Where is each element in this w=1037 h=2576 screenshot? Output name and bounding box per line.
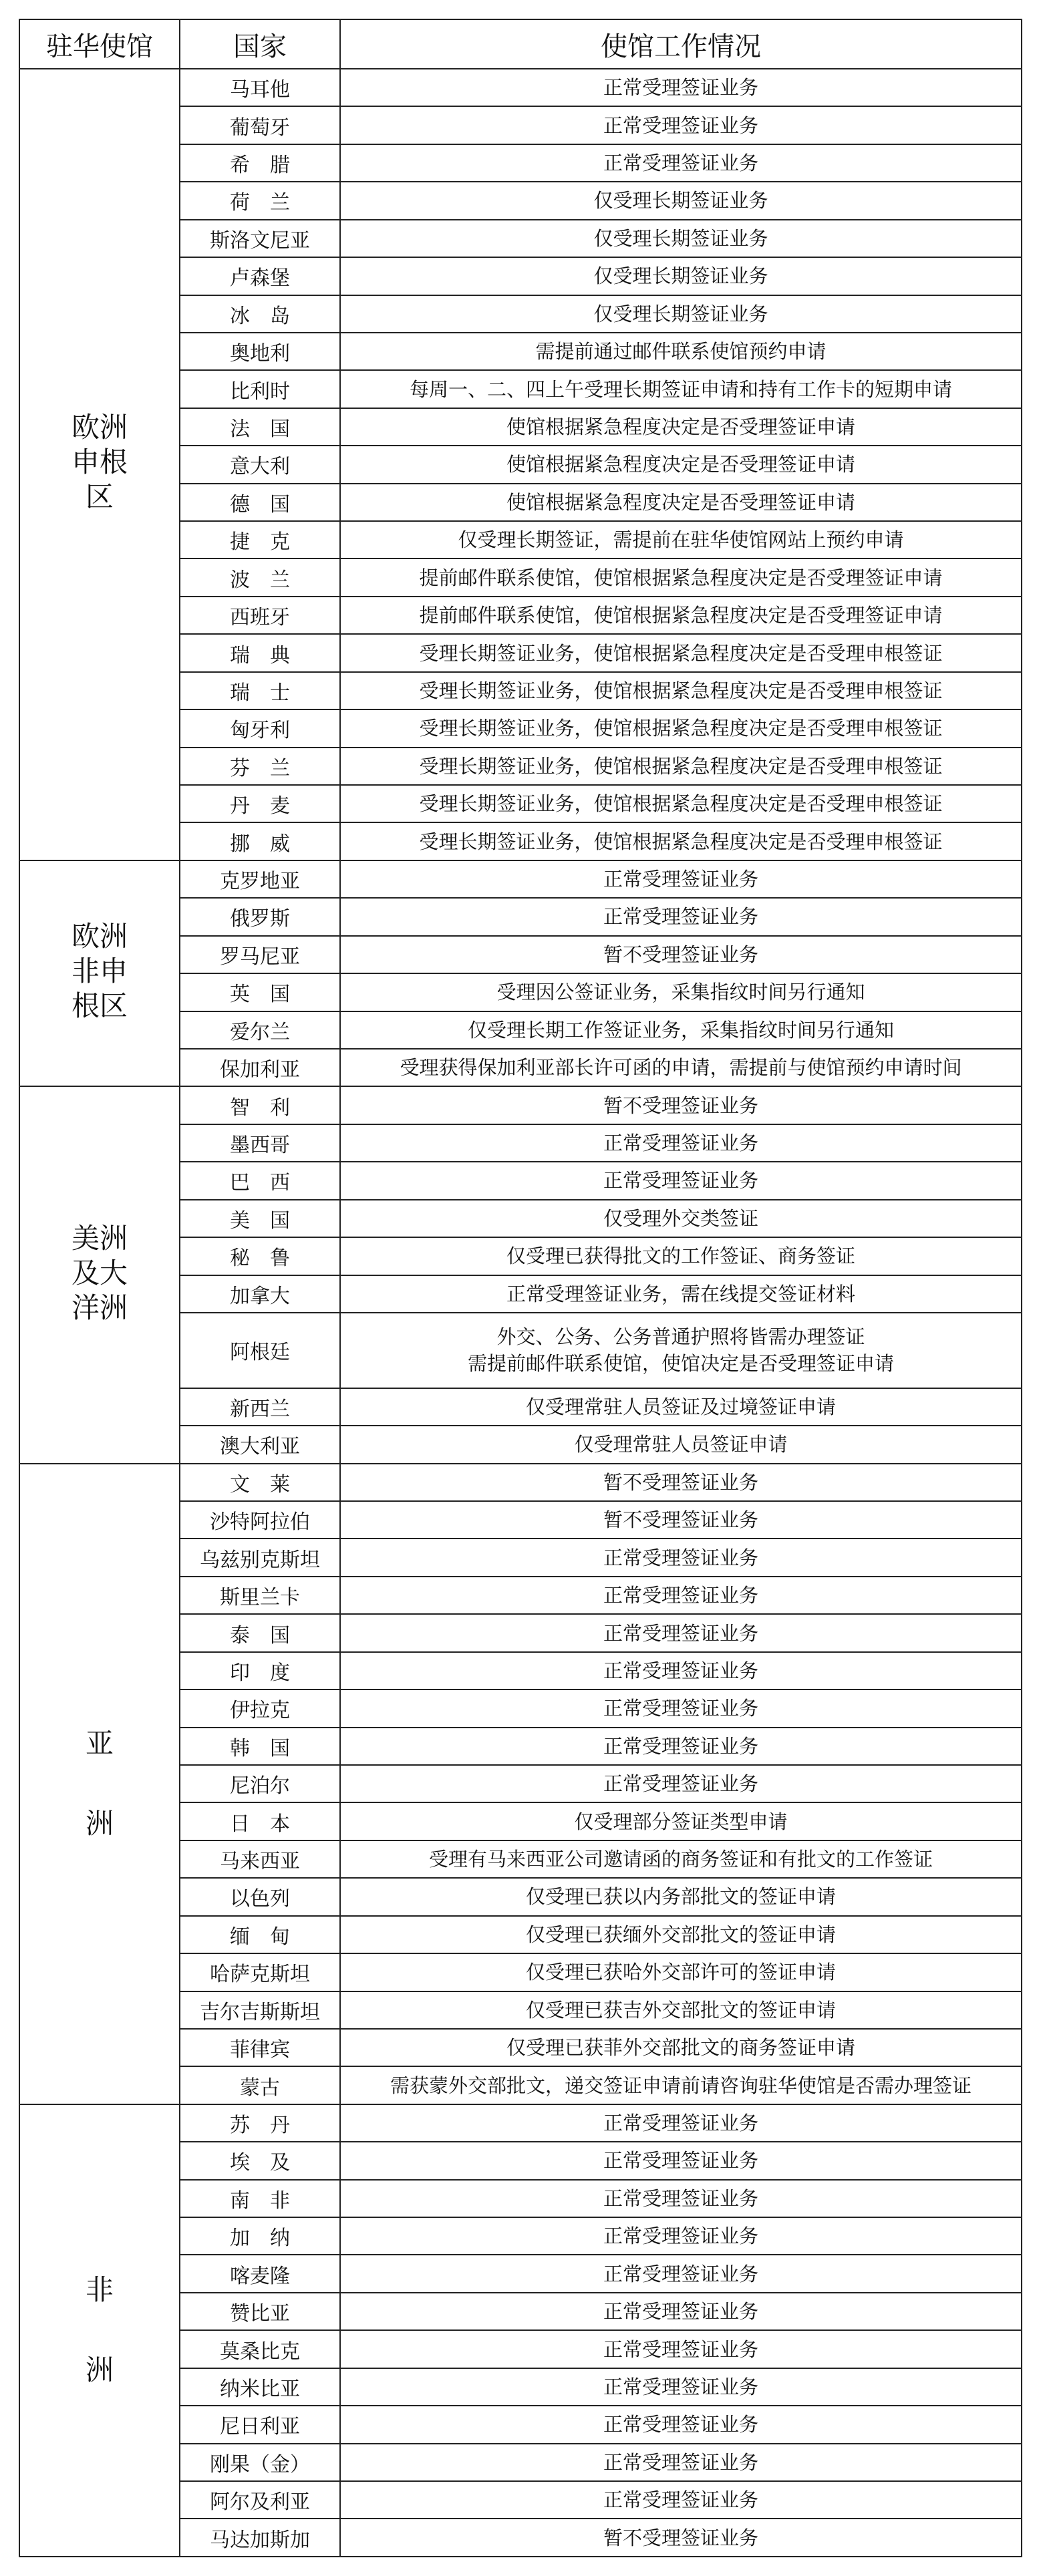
country-cell: 捷 克 <box>180 521 340 558</box>
status-cell: 仅受理已获得批文的工作签证、商务签证 <box>340 1237 1022 1275</box>
country-cell: 德 国 <box>180 484 340 521</box>
status-cell: 仅受理长期签证业务 <box>340 257 1022 295</box>
status-cell: 暂不受理签证业务 <box>340 1501 1022 1539</box>
country-cell: 罗马尼亚 <box>180 936 340 973</box>
country-cell: 意大利 <box>180 446 340 483</box>
country-cell: 瑞 典 <box>180 634 340 671</box>
table-row <box>19 1086 1022 1124</box>
status-cell: 仅受理长期签证业务 <box>340 295 1022 333</box>
status-cell: 受理有马来西亚公司邀请函的商务签证和有批文的工作签证 <box>340 1840 1022 1878</box>
status-cell: 仅受理部分签证类型申请 <box>340 1802 1022 1840</box>
country-cell: 俄罗斯 <box>180 898 340 935</box>
status-cell: 受理长期签证业务，使馆根据紧急程度决定是否受理申根签证 <box>340 672 1022 709</box>
country-cell: 墨西哥 <box>180 1124 340 1162</box>
status-cell: 仅受理长期签证业务 <box>340 182 1022 219</box>
country-cell: 瑞 士 <box>180 672 340 709</box>
country-cell: 智 利 <box>180 1086 340 1124</box>
country-cell: 日 本 <box>180 1802 340 1840</box>
status-cell: 正常受理签证业务 <box>340 1124 1022 1162</box>
country-cell: 赞比亚 <box>180 2293 340 2330</box>
status-cell: 正常受理签证业务，需在线提交签证材料 <box>340 1275 1022 1313</box>
status-cell: 仅受理已获菲外交部批文的商务签证申请 <box>340 2029 1022 2066</box>
status-cell: 正常受理签证业务 <box>340 1539 1022 1576</box>
status-cell: 正常受理签证业务 <box>340 898 1022 935</box>
table-row <box>19 1464 1022 1501</box>
status-cell: 受理长期签证业务，使馆根据紧急程度决定是否受理申根签证 <box>340 748 1022 785</box>
status-cell: 仅受理已获以内务部批文的签证申请 <box>340 1878 1022 1915</box>
status-cell: 使馆根据紧急程度决定是否受理签证申请 <box>340 408 1022 446</box>
status-cell: 需获蒙外交部批文，递交签证申请前请咨询驻华使馆是否需办理签证 <box>340 2066 1022 2104</box>
header-country: 国家 <box>180 19 340 69</box>
status-cell: 暂不受理签证业务 <box>340 936 1022 973</box>
status-cell: 每周一、二、四上午受理长期签证申请和持有工作卡的短期申请 <box>340 370 1022 408</box>
header-row <box>19 19 1022 69</box>
region-cell <box>19 1464 180 2104</box>
status-cell: 提前邮件联系使馆，使馆根据紧急程度决定是否受理签证申请 <box>340 558 1022 596</box>
status-cell: 提前邮件联系使馆，使馆根据紧急程度决定是否受理签证申请 <box>340 597 1022 634</box>
status-line-2: 需提前邮件联系使馆，使馆决定是否受理签证申请 <box>467 1352 894 1376</box>
country-cell: 马耳他 <box>180 69 340 106</box>
status-cell: 正常受理签证业务 <box>340 1689 1022 1727</box>
header-status: 使馆工作情况 <box>340 19 1022 69</box>
status-cell: 仅受理常驻人员签证及过境签证申请 <box>340 1388 1022 1426</box>
status-cell: 需提前通过邮件联系使馆预约申请 <box>340 333 1022 370</box>
country-cell: 美 国 <box>180 1200 340 1237</box>
country-cell: 奥地利 <box>180 333 340 370</box>
region-cell <box>19 69 180 860</box>
status-cell: 暂不受理签证业务 <box>340 1086 1022 1124</box>
region-label: 美洲及大洋洲 <box>71 1221 128 1324</box>
status-cell: 受理获得保加利亚部长许可函的申请，需提前与使馆预约申请时间 <box>340 1049 1022 1086</box>
status-cell: 正常受理签证业务 <box>340 106 1022 144</box>
country-cell: 阿尔及利亚 <box>180 2481 340 2519</box>
header-embassy: 驻华使馆 <box>19 19 180 69</box>
status-cell: 正常受理签证业务 <box>340 1765 1022 1802</box>
country-cell: 匈牙利 <box>180 709 340 747</box>
country-cell: 尼泊尔 <box>180 1765 340 1802</box>
status-cell: 正常受理签证业务 <box>340 1614 1022 1651</box>
country-cell: 阿根廷 <box>180 1313 340 1388</box>
region-label: 非洲 <box>85 2273 114 2387</box>
status-cell: 正常受理签证业务 <box>340 2406 1022 2443</box>
country-cell: 吉尔吉斯斯坦 <box>180 1991 340 2029</box>
country-cell: 蒙古 <box>180 2066 340 2104</box>
country-cell: 哈萨克斯坦 <box>180 1953 340 1991</box>
status-cell: 正常受理签证业务 <box>340 144 1022 182</box>
country-cell: 韩 国 <box>180 1728 340 1765</box>
country-cell: 印 度 <box>180 1652 340 1689</box>
status-cell <box>340 1313 1022 1388</box>
country-cell: 克罗地亚 <box>180 860 340 898</box>
country-cell: 爱尔兰 <box>180 1011 340 1049</box>
status-cell: 仅受理长期工作签证业务，采集指纹时间另行通知 <box>340 1011 1022 1049</box>
status-cell: 正常受理签证业务 <box>340 2104 1022 2142</box>
status-cell: 仅受理已获吉外交部批文的签证申请 <box>340 1991 1022 2029</box>
status-line-1: 外交、公务、公务普通护照将皆需办理签证 <box>496 1325 865 1349</box>
status-cell: 受理长期签证业务，使馆根据紧急程度决定是否受理申根签证 <box>340 709 1022 747</box>
status-cell: 使馆根据紧急程度决定是否受理签证申请 <box>340 484 1022 521</box>
table-row <box>19 860 1022 898</box>
region-label: 欧洲非申根区 <box>71 920 128 1023</box>
table-row <box>19 2104 1022 2142</box>
country-cell: 文 莱 <box>180 1464 340 1501</box>
status-cell: 正常受理签证业务 <box>340 2330 1022 2368</box>
country-cell: 葡萄牙 <box>180 106 340 144</box>
status-cell: 正常受理签证业务 <box>340 2481 1022 2519</box>
country-cell: 苏 丹 <box>180 2104 340 2142</box>
status-cell: 受理长期签证业务，使馆根据紧急程度决定是否受理申根签证 <box>340 822 1022 860</box>
country-cell: 英 国 <box>180 973 340 1011</box>
country-cell: 比利时 <box>180 370 340 408</box>
country-cell: 法 国 <box>180 408 340 446</box>
country-cell: 斯洛文尼亚 <box>180 220 340 257</box>
region-label: 欧洲申根区 <box>71 411 128 514</box>
country-cell: 沙特阿拉伯 <box>180 1501 340 1539</box>
country-cell: 缅 甸 <box>180 1916 340 1953</box>
status-cell: 正常受理签证业务 <box>340 1728 1022 1765</box>
country-cell: 南 非 <box>180 2180 340 2217</box>
status-cell: 使馆根据紧急程度决定是否受理签证申请 <box>340 446 1022 483</box>
status-cell: 正常受理签证业务 <box>340 1162 1022 1199</box>
country-cell: 莫桑比克 <box>180 2330 340 2368</box>
country-cell: 芬 兰 <box>180 748 340 785</box>
status-cell: 仅受理已获缅外交部批文的签证申请 <box>340 1916 1022 1953</box>
country-cell: 斯里兰卡 <box>180 1577 340 1614</box>
country-cell: 加拿大 <box>180 1275 340 1313</box>
status-cell: 正常受理签证业务 <box>340 2142 1022 2179</box>
region-cell <box>19 1086 180 1463</box>
country-cell: 荷 兰 <box>180 182 340 219</box>
status-cell: 正常受理签证业务 <box>340 1652 1022 1689</box>
embassy-visa-table <box>19 19 1022 2557</box>
country-cell: 保加利亚 <box>180 1049 340 1086</box>
region-label: 亚洲 <box>85 1727 114 1840</box>
country-cell: 希 腊 <box>180 144 340 182</box>
region-cell <box>19 2104 180 2557</box>
country-cell: 泰 国 <box>180 1614 340 1651</box>
country-cell: 菲律宾 <box>180 2029 340 2066</box>
status-cell: 正常受理签证业务 <box>340 69 1022 106</box>
status-cell: 正常受理签证业务 <box>340 2217 1022 2255</box>
country-cell: 西班牙 <box>180 597 340 634</box>
status-cell: 仅受理外交类签证 <box>340 1200 1022 1237</box>
status-cell: 仅受理长期签证，需提前在驻华使馆网站上预约申请 <box>340 521 1022 558</box>
status-cell: 暂不受理签证业务 <box>340 1464 1022 1501</box>
status-cell: 受理长期签证业务，使馆根据紧急程度决定是否受理申根签证 <box>340 634 1022 671</box>
status-cell: 正常受理签证业务 <box>340 860 1022 898</box>
country-cell: 挪 威 <box>180 822 340 860</box>
country-cell: 刚果（金） <box>180 2444 340 2481</box>
status-cell: 正常受理签证业务 <box>340 2255 1022 2292</box>
table-body <box>19 69 1022 2557</box>
country-cell: 马达加斯加 <box>180 2519 340 2557</box>
country-cell: 波 兰 <box>180 558 340 596</box>
status-cell: 仅受理长期签证业务 <box>340 220 1022 257</box>
country-cell: 尼日利亚 <box>180 2406 340 2443</box>
country-cell: 卢森堡 <box>180 257 340 295</box>
country-cell: 丹 麦 <box>180 785 340 822</box>
status-cell: 正常受理签证业务 <box>340 2368 1022 2406</box>
status-cell: 暂不受理签证业务 <box>340 2519 1022 2557</box>
table-row <box>19 69 1022 106</box>
country-cell: 乌兹别克斯坦 <box>180 1539 340 1576</box>
status-cell: 正常受理签证业务 <box>340 1577 1022 1614</box>
status-cell: 受理长期签证业务，使馆根据紧急程度决定是否受理申根签证 <box>340 785 1022 822</box>
country-cell: 冰 岛 <box>180 295 340 333</box>
country-cell: 新西兰 <box>180 1388 340 1426</box>
country-cell: 伊拉克 <box>180 1689 340 1727</box>
country-cell: 巴 西 <box>180 1162 340 1199</box>
country-cell: 澳大利亚 <box>180 1426 340 1463</box>
status-cell: 正常受理签证业务 <box>340 2180 1022 2217</box>
country-cell: 埃 及 <box>180 2142 340 2179</box>
status-cell: 仅受理已获哈外交部许可的签证申请 <box>340 1953 1022 1991</box>
status-cell: 正常受理签证业务 <box>340 2293 1022 2330</box>
status-cell: 仅受理常驻人员签证申请 <box>340 1426 1022 1463</box>
status-cell: 受理因公签证业务，采集指纹时间另行通知 <box>340 973 1022 1011</box>
country-cell: 纳米比亚 <box>180 2368 340 2406</box>
country-cell: 秘 鲁 <box>180 1237 340 1275</box>
country-cell: 喀麦隆 <box>180 2255 340 2292</box>
status-cell: 正常受理签证业务 <box>340 2444 1022 2481</box>
country-cell: 以色列 <box>180 1878 340 1915</box>
country-cell: 马来西亚 <box>180 1840 340 1878</box>
country-cell: 加 纳 <box>180 2217 340 2255</box>
region-cell <box>19 860 180 1087</box>
